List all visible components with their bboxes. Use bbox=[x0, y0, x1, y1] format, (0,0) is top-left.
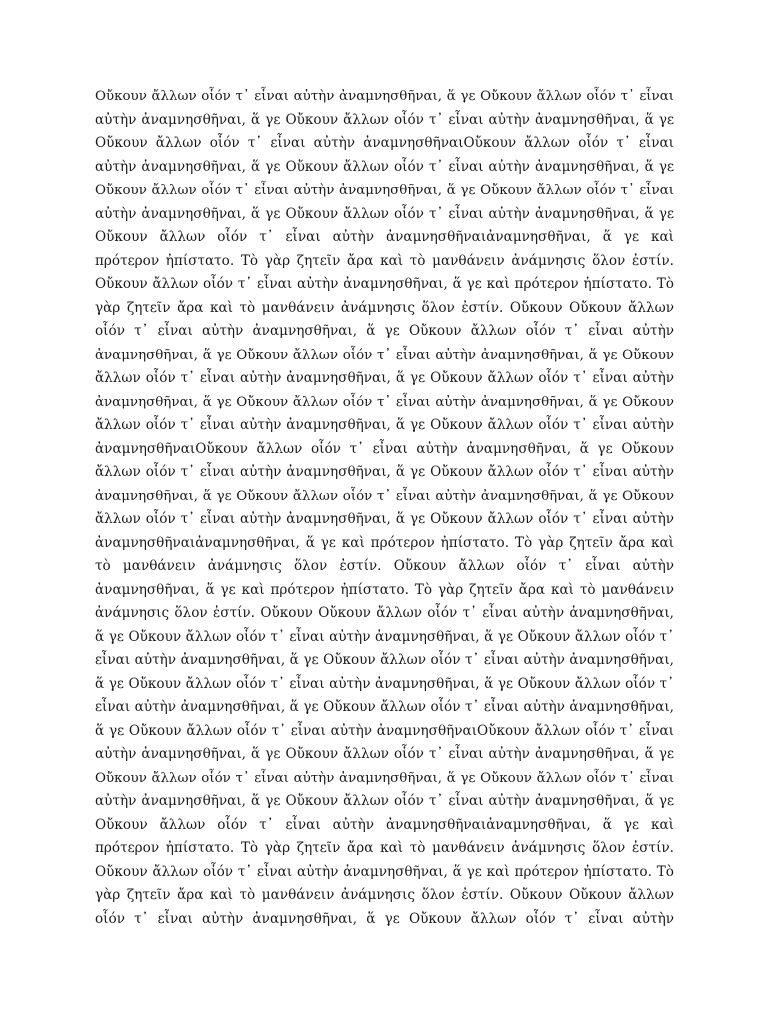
text-line: αὐτὴν ἀναμνησθῆναι, ἅ γε Οὔκουν ἄλλων οἷόν τ᾽ εἶναι αὐτὴν ἀναμνησθῆναι, ἅ γε bbox=[95, 746, 674, 762]
text-line: αὐτὴν ἀναμνησθῆναι, ἅ γε Οὔκουν ἄλλων οἷόν τ᾽ εἶναι αὐτὴν ἀναμνησθῆναι, ἅ γε bbox=[95, 158, 674, 175]
text-line: γὰρ ζητεῖν ἄρα καὶ τὸ μανθάνειν ἀνάμνησις ὅλον ἐστίν. Οὔκουν Οὔκουν ἄλλων bbox=[95, 887, 674, 903]
text-line: εἶναι αὐτὴν ἀναμνησθῆναι, ἅ γε Οὔκουν ἄλλων οἷόν τ᾽ εἶναι αὐτὴν ἀναμνησθῆναι, bbox=[95, 699, 674, 715]
text-line: ἀναμνησθῆναι, ἅ γε Οὔκουν ἄλλων οἷόν τ᾽ εἶναι αὐτὴν ἀναμνησθῆναι, ἅ γε Οὔκουν bbox=[95, 488, 674, 504]
text-line: ἄλλων οἷόν τ᾽ εἶναι αὐτὴν ἀναμνησθῆναι, ἅ γε Οὔκουν ἄλλων οἷόν τ᾽ εἶναι αὐτὴν bbox=[95, 464, 674, 480]
text-line: ἅ γε Οὔκουν ἄλλων οἷόν τ᾽ εἶναι αὐτὴν ἀναμνησθῆναιΟὔκουν ἄλλων οἷόν τ᾽ εἶναι bbox=[95, 722, 674, 739]
text-line: οἷόν τ᾽ εἶναι αὐτὴν ἀναμνησθῆναι, ἅ γε Οὔκουν ἄλλων οἷόν τ᾽ εἶναι αὐτὴν bbox=[95, 910, 674, 927]
text-line: ἅ γε Οὔκουν ἄλλων οἷόν τ᾽ εἶναι αὐτὴν ἀναμνησθῆναι, ἅ γε Οὔκουν ἄλλων οἷόν τ᾽ bbox=[95, 628, 674, 645]
text-line: Οὔκουν ἄλλων οἷόν τ᾽ εἶναι αὐτὴν ἀναμνησθῆναιἀναμνησθῆναι, ἅ γε καὶ bbox=[95, 816, 674, 833]
text-line: αὐτὴν ἀναμνησθῆναι, ἅ γε Οὔκουν ἄλλων οἷόν τ᾽ εἶναι αὐτὴν ἀναμνησθῆναι, ἅ γε bbox=[95, 111, 674, 128]
text-line: ἀναμνησθῆναι, ἅ γε καὶ πρότερον ἠπίστατο. Τὸ γὰρ ζητεῖν ἄρα καὶ τὸ μανθάνειν bbox=[95, 581, 674, 598]
text-line: ἅ γε Οὔκουν ἄλλων οἷόν τ᾽ εἶναι αὐτὴν ἀναμνησθῆναι, ἅ γε Οὔκουν ἄλλων οἷόν τ᾽ bbox=[95, 675, 674, 692]
text-line: αὐτὴν ἀναμνησθῆναι, ἅ γε Οὔκουν ἄλλων οἷόν τ᾽ εἶναι αὐτὴν ἀναμνησθῆναι, ἅ γε bbox=[95, 205, 674, 222]
text-line: οἷόν τ᾽ εἶναι αὐτὴν ἀναμνησθῆναι, ἅ γε Οὔκουν ἄλλων οἷόν τ᾽ εἶναι αὐτὴν bbox=[95, 323, 674, 339]
text-line: Οὔκουν ἄλλων οἷόν τ᾽ εἶναι αὐτὴν ἀναμνησθῆναι, ἅ γε Οὔκουν ἄλλων οἷόν τ᾽ εἶναι bbox=[95, 89, 674, 104]
text-line: Οὔκουν ἄλλων οἷόν τ᾽ εἶναι αὐτὴν ἀναμνησθῆναι, ἅ γε καὶ πρότερον ἠπίστατο. Τὸ bbox=[95, 863, 674, 880]
text-line: Οὔκουν ἄλλων οἷόν τ᾽ εἶναι αὐτὴν ἀναμνησθῆναιἀναμνησθῆναι, ἅ γε καὶ bbox=[95, 229, 674, 245]
text-line: ἀναμνησθῆναι, ἅ γε Οὔκουν ἄλλων οἷόν τ᾽ εἶναι αὐτὴν ἀναμνησθῆναι, ἅ γε Οὔκουν bbox=[95, 347, 674, 363]
body-text bbox=[95, 85, 674, 931]
text-line: Οὔκουν ἄλλων οἷόν τ᾽ εἶναι αὐτὴν ἀναμνησθῆναι, ἅ γε Οὔκουν ἄλλων οἷόν τ᾽ εἶναι bbox=[95, 770, 674, 786]
text-line: τὸ μανθάνειν ἀνάμνησις ὅλον ἐστίν. Οὔκουν ἄλλων οἷόν τ᾽ εἶναι αὐτὴν bbox=[95, 558, 674, 574]
text-line: πρότερον ἠπίστατο. Τὸ γὰρ ζητεῖν ἄρα καὶ τὸ μανθάνειν ἀνάμνησις ὅλον ἐστίν. bbox=[95, 252, 674, 269]
text-line: ἄλλων οἷόν τ᾽ εἶναι αὐτὴν ἀναμνησθῆναι, ἅ γε Οὔκουν ἄλλων οἷόν τ᾽ εἶναι αὐτὴν bbox=[95, 417, 674, 433]
text-line: ἀναμνησθῆναι, ἅ γε Οὔκουν ἄλλων οἷόν τ᾽ εἶναι αὐτὴν ἀναμνησθῆναι, ἅ γε Οὔκουν bbox=[95, 394, 674, 410]
text-line: ἀναμνησθῆναιΟὔκουν ἄλλων οἷόν τ᾽ εἶναι αὐτὴν ἀναμνησθῆναι, ἅ γε Οὔκουν bbox=[95, 440, 674, 457]
text-line: Οὔκουν ἄλλων οἷόν τ᾽ εἶναι αὐτὴν ἀναμνησθῆναιΟὔκουν ἄλλων οἷόν τ᾽ εἶναι bbox=[95, 135, 674, 151]
text-line: αὐτὴν ἀναμνησθῆναι, ἅ γε Οὔκουν ἄλλων οἷόν τ᾽ εἶναι αὐτὴν ἀναμνησθῆναι, ἅ γε bbox=[95, 793, 674, 809]
text-line: Οὔκουν ἄλλων οἷόν τ᾽ εἶναι αὐτὴν ἀναμνησθῆναι, ἅ γε Οὔκουν ἄλλων οἷόν τ᾽ εἶναι bbox=[95, 183, 674, 198]
text-line: Οὔκουν ἄλλων οἷόν τ᾽ εἶναι αὐτὴν ἀναμνησθῆναι, ἅ γε καὶ πρότερον ἠπίστατο. Τὸ bbox=[95, 276, 674, 292]
text-line: εἶναι αὐτὴν ἀναμνησθῆναι, ἅ γε Οὔκουν ἄλλων οἷόν τ᾽ εἶναι αὐτὴν ἀναμνησθῆναι, bbox=[95, 652, 674, 668]
text-line: ἀνάμνησις ὅλον ἐστίν. Οὔκουν Οὔκουν ἄλλων οἷόν τ᾽ εἶναι αὐτὴν ἀναμνησθῆναι, bbox=[95, 605, 674, 621]
text-line: ἀναμνησθῆναιἀναμνησθῆναι, ἅ γε καὶ πρότερον ἠπίστατο. Τὸ γὰρ ζητεῖν ἄρα καὶ bbox=[95, 534, 674, 551]
text-line: ἄλλων οἷόν τ᾽ εἶναι αὐτὴν ἀναμνησθῆναι, ἅ γε Οὔκουν ἄλλων οἷόν τ᾽ εἶναι αὐτὴν bbox=[95, 370, 674, 386]
text-line: γὰρ ζητεῖν ἄρα καὶ τὸ μανθάνειν ἀνάμνησις ὅλον ἐστίν. Οὔκουν Οὔκουν ἄλλων bbox=[95, 299, 674, 316]
text-line: πρότερον ἠπίστατο. Τὸ γὰρ ζητεῖν ἄρα καὶ τὸ μανθάνειν ἀνάμνησις ὅλον ἐστίν. bbox=[95, 840, 674, 856]
text-line: ἄλλων οἷόν τ᾽ εἶναι αὐτὴν ἀναμνησθῆναι, ἅ γε Οὔκουν ἄλλων οἷόν τ᾽ εἶναι αὐτὴν bbox=[95, 511, 674, 527]
